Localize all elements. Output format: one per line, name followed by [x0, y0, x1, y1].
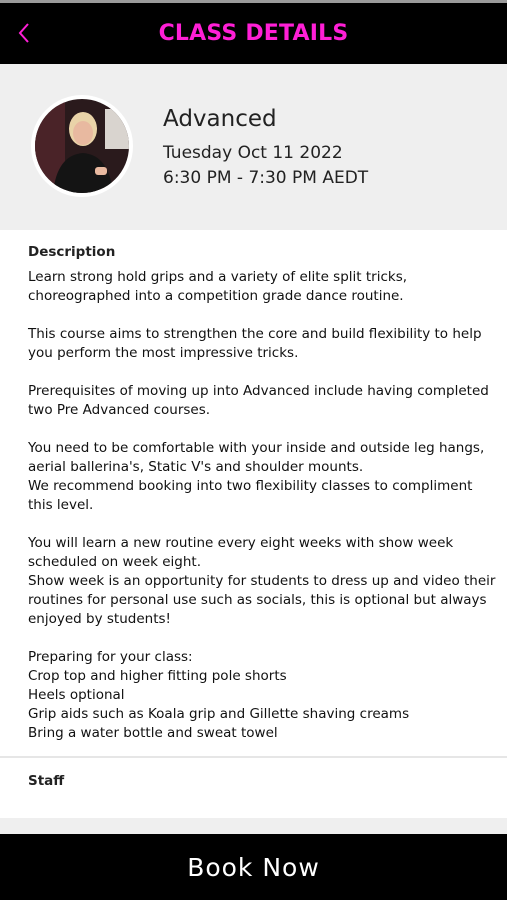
description-line: Show week is an opportunity for students to dress up and video their [28, 573, 496, 589]
description-line: This course aims to strengthen the core and build flexibility to help [28, 326, 482, 342]
description-section [28, 244, 498, 762]
description-line: choreographed into a competition grade dance routine. [28, 288, 404, 304]
description-line: aerial ballerina's, Static V's and shoulder mounts. [28, 459, 364, 475]
description-line: Prerequisites of moving up into Advanced include having completed [28, 383, 489, 399]
book-now-button[interactable]: Book Now [0, 834, 507, 900]
description-line: routines for personal use such as socials, this is optional but always [28, 592, 487, 608]
class-name: Advanced [163, 106, 277, 132]
description-line: Heels optional [28, 687, 125, 703]
description-line: Preparing for your class: [28, 649, 193, 665]
section-separator [0, 818, 507, 834]
description-line: enjoyed by students! [28, 611, 171, 627]
description-line: Learn strong hold grips and a variety of elite split tricks, [28, 269, 408, 285]
description-line: You need to be comfortable with your inside and outside leg hangs, [28, 440, 485, 456]
instructor-avatar [31, 95, 133, 197]
description-line: you perform the most impressive tricks. [28, 345, 299, 361]
class-date: Tuesday Oct 11 2022 [163, 143, 343, 163]
description-paragraph [28, 534, 498, 629]
top-bar [0, 0, 507, 64]
avatar-photo [35, 99, 129, 193]
description-body [28, 268, 498, 743]
class-time: 6:30 PM - 7:30 PM AEDT [163, 168, 369, 188]
staff-label: Staff [28, 773, 65, 789]
description-line: scheduled on week eight. [28, 554, 201, 570]
page-title: CLASS DETAILS [158, 21, 349, 46]
description-line: You will learn a new routine every eight weeks with show week [28, 535, 454, 551]
class-header [0, 64, 507, 230]
description-paragraph [28, 325, 498, 363]
description-line: two Pre Advanced courses. [28, 402, 211, 418]
description-line: Grip aids such as Koala grip and Gillette shaving creams [28, 706, 410, 722]
description-paragraph [28, 648, 498, 743]
description-paragraph [28, 382, 498, 420]
divider [0, 756, 507, 758]
description-label: Description [28, 244, 116, 260]
description-line: Bring a water bottle and sweat towel [28, 725, 278, 741]
description-line: Crop top and higher fitting pole shorts [28, 668, 287, 684]
description-paragraph [28, 268, 498, 306]
description-line: We recommend booking into two flexibility classes to compliment [28, 478, 473, 494]
description-line: this level. [28, 497, 94, 513]
description-paragraph [28, 439, 498, 515]
